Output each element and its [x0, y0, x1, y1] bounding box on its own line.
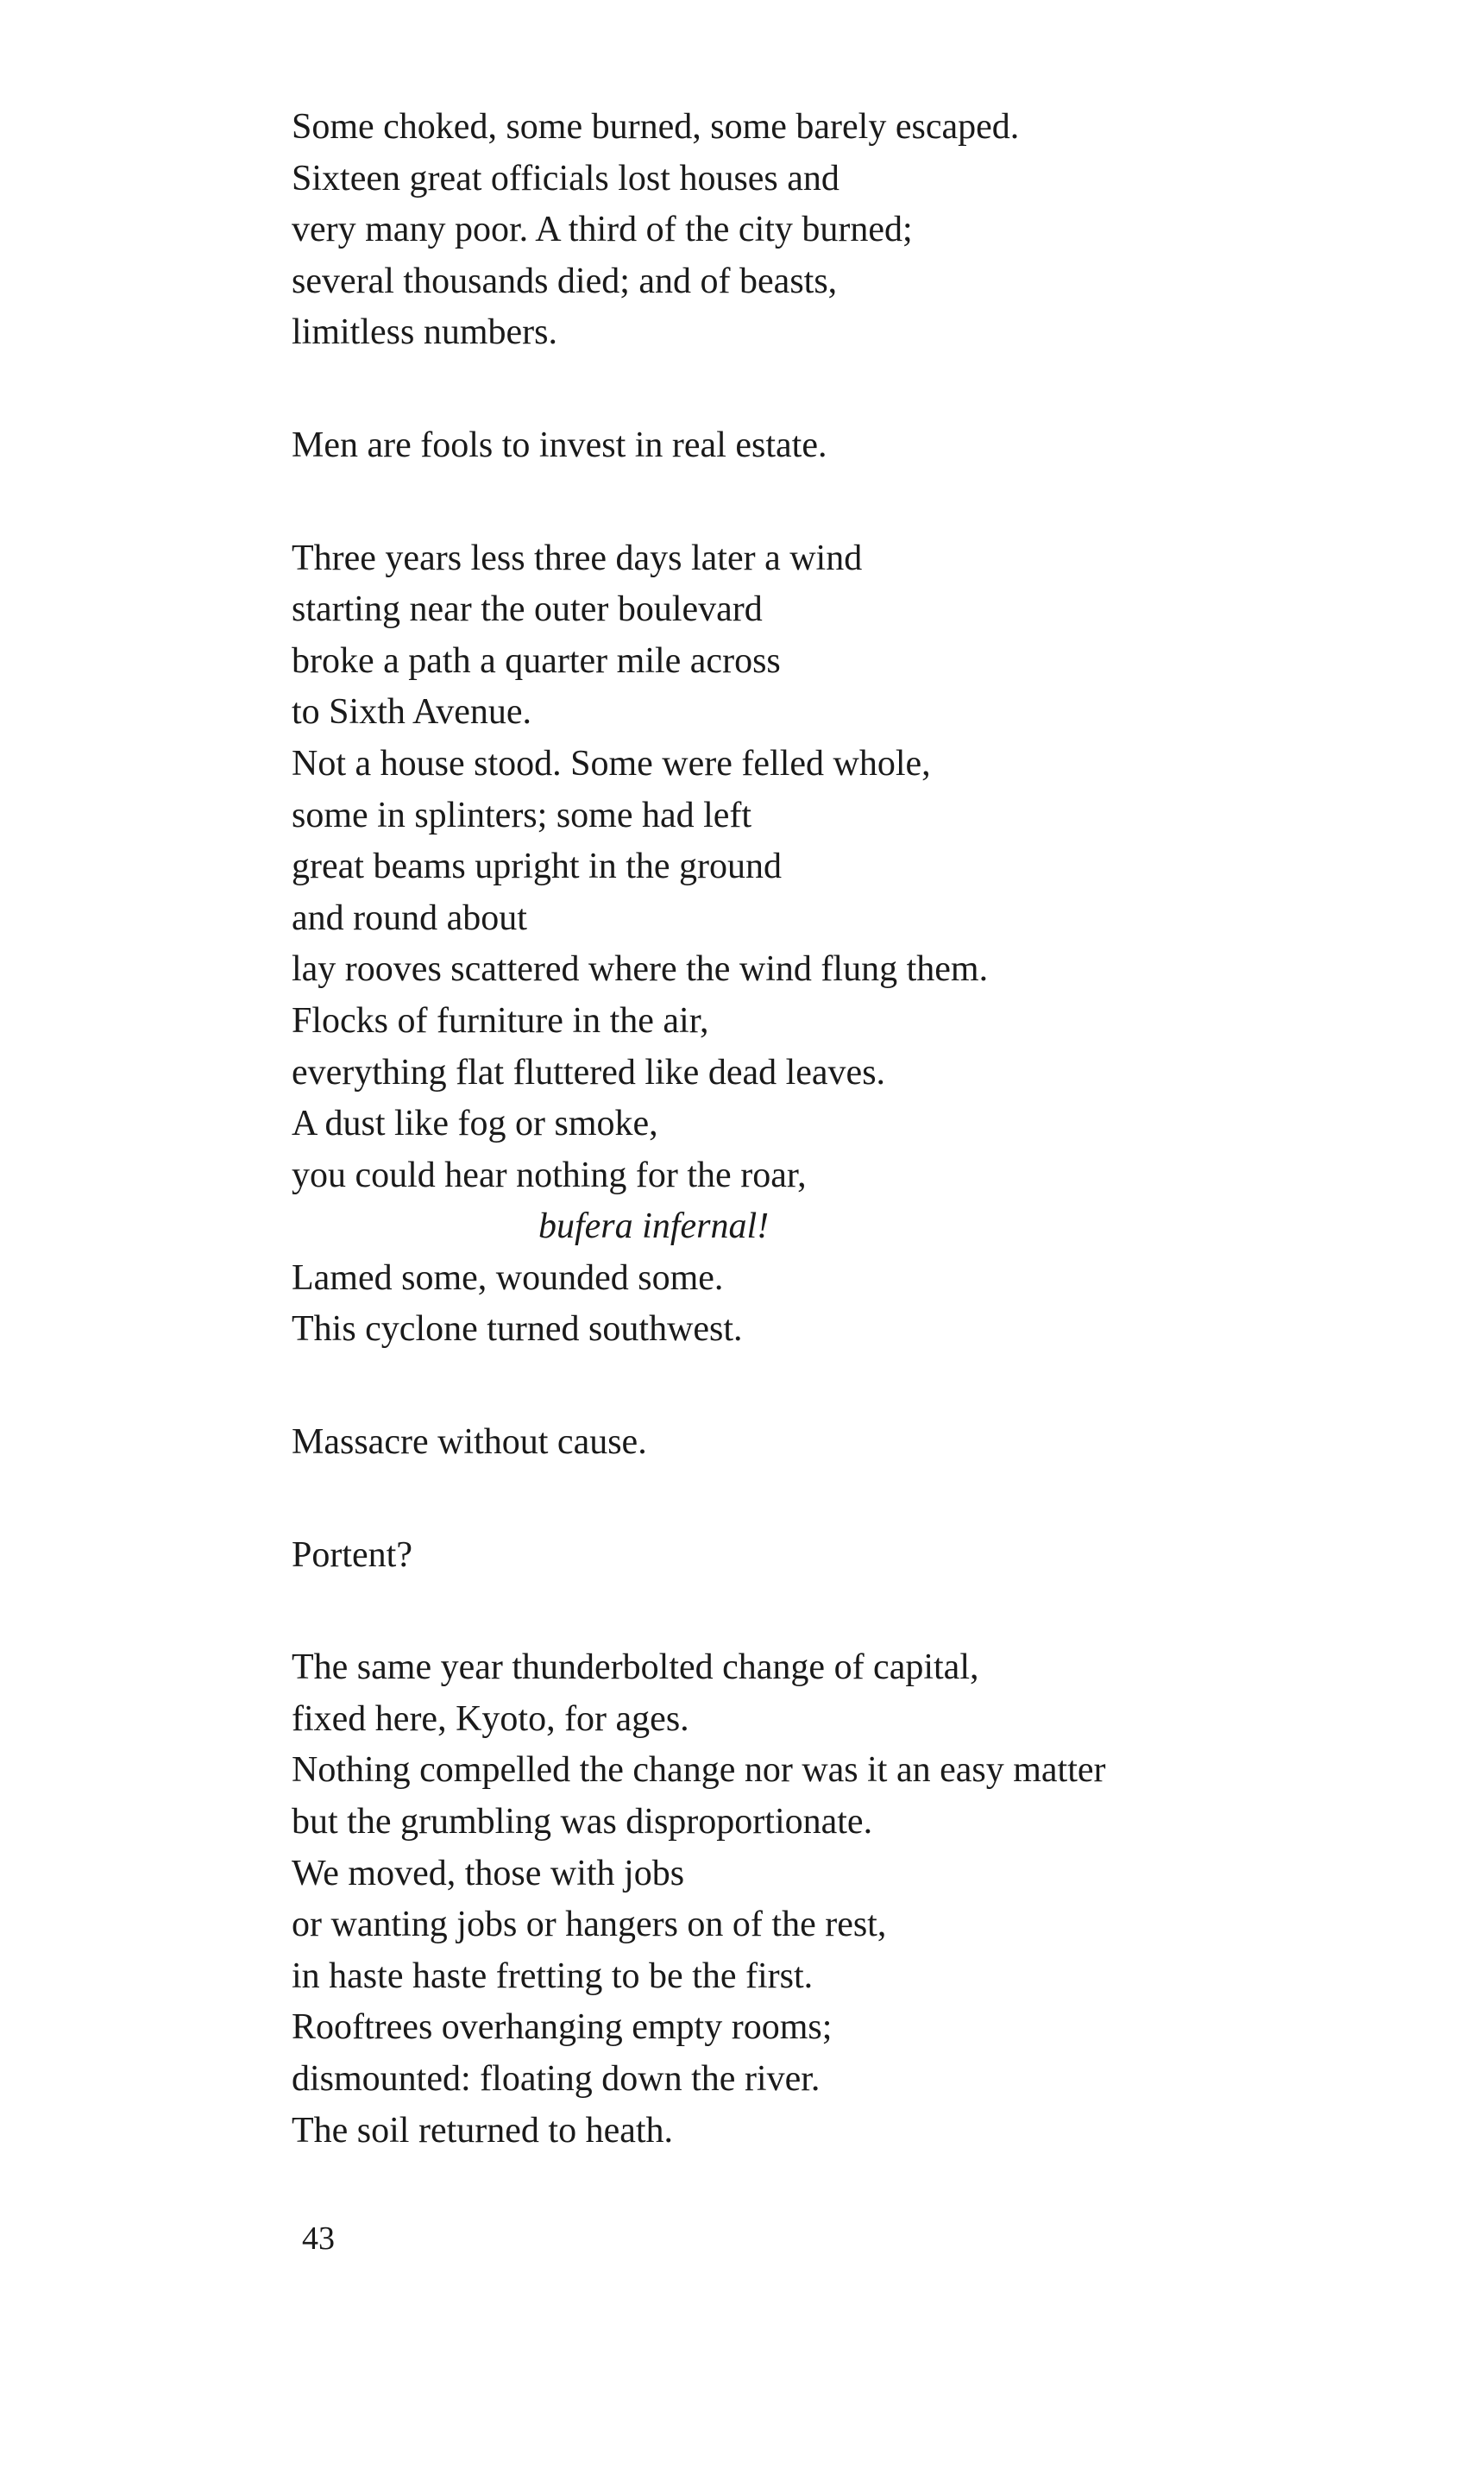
poem-line: Flocks of furniture in the air, — [292, 1000, 709, 1041]
poem-line: limitless numbers. — [292, 312, 557, 353]
poem-line: in haste haste fretting to be the first. — [292, 1956, 814, 1996]
poem-line: or wanting jobs or hangers on of the rest, — [292, 1905, 887, 1945]
poem-line: broke a path a quarter mile across — [292, 640, 781, 681]
poem-line: Portent? — [292, 1534, 412, 1575]
poem-line: Massacre without cause. — [292, 1422, 647, 1463]
poem-line: fixed here, Kyoto, for ages. — [292, 1698, 689, 1739]
poem-line: The same year thunderbolted change of capital, — [292, 1647, 979, 1688]
poem-line: several thousands died; and of beasts, — [292, 261, 838, 301]
poem-line: lay rooves scattered where the wind flung them. — [292, 949, 989, 990]
poem-body — [292, 102, 1413, 2218]
poem-line: Not a house stood. Some were felled whole, — [292, 743, 931, 784]
stanza — [292, 102, 1413, 359]
poem-line: We moved, those with jobs — [292, 1853, 685, 1893]
stanza — [292, 1417, 1413, 1469]
poem-line: some in splinters; some had left — [292, 795, 752, 835]
poem-line: Rooftrees overhanging empty rooms; — [292, 2007, 833, 2048]
poem-line: great beams upright in the ground — [292, 847, 783, 887]
stanza — [292, 1530, 1413, 1582]
poem-line: Lamed some, wounded some. — [292, 1257, 724, 1298]
poem-line: Three years less three days later a wind — [292, 538, 863, 578]
poem-line: you could hear nothing for the roar, — [292, 1155, 807, 1195]
poem-line: Nothing compelled the change nor was it an easy matter — [292, 1750, 1106, 1791]
stanza — [292, 533, 1413, 1357]
poem-line: The soil returned to heath. — [292, 2110, 674, 2151]
poem-line: Sixteen great officials lost houses and — [292, 158, 839, 198]
poem-line: This cyclone turned southwest. — [292, 1309, 743, 1350]
poem-line: Men are fools to invest in real estate. — [292, 425, 827, 465]
poem-line: starting near the outer boulevard — [292, 589, 763, 630]
stanza — [292, 420, 1413, 472]
stanza — [292, 1642, 1413, 2157]
poem-line: A dust like fog or smoke, — [292, 1104, 658, 1144]
poem-line: dismounted: floating down the river. — [292, 2059, 821, 2099]
poem-line: and round about — [292, 898, 527, 938]
poem-line: but the grumbling was disproportionate. — [292, 1802, 873, 1842]
poem-line: everything flat fluttered like dead leaves. — [292, 1052, 886, 1093]
page-number: 43 — [302, 2220, 335, 2257]
poem-line: very many poor. A third of the city burned; — [292, 210, 913, 250]
poem-line: Some choked, some burned, some barely escaped. — [292, 107, 1020, 147]
poem-line: to Sixth Avenue. — [292, 692, 532, 733]
poem-line-italic: bufera infernal! — [538, 1206, 770, 1247]
